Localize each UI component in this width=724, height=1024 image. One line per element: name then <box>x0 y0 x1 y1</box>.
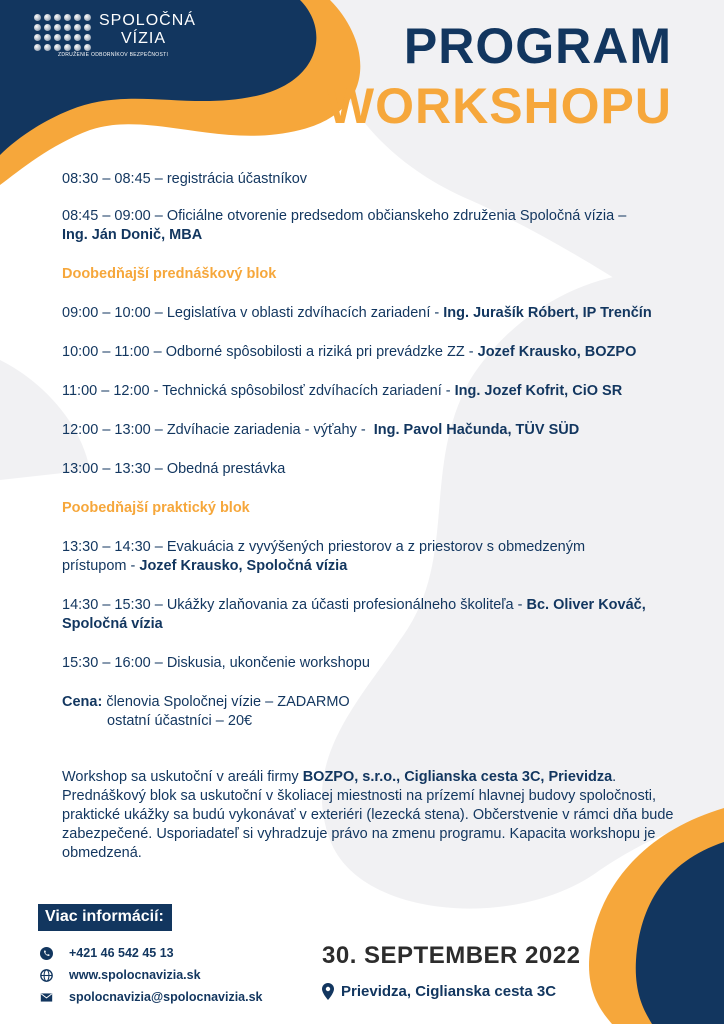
section-heading-afternoon: Poobedňajší praktický blok <box>62 500 250 516</box>
logo-line2: VÍZIA <box>121 30 167 47</box>
price-members: členovia Spoločnej vízie – ZADARMO <box>106 694 350 710</box>
contact-web[interactable] <box>40 964 263 986</box>
email-link: spolocnavizia@spolocnavizia.sk <box>69 990 263 1004</box>
contact-list <box>40 942 263 1008</box>
location-text: Prievidza, Ciglianska cesta 3C <box>341 983 557 1000</box>
program-item: 09:00 – 10:00 – Legislatíva v oblasti zdvíhacích zariadení - Ing. Jurašík Róbert, IP Trenčín <box>62 305 652 321</box>
program-item: 15:30 – 16:00 – Diskusia, ukončenie workshopu <box>62 655 370 671</box>
logo <box>34 12 196 51</box>
contact-phone[interactable] <box>40 942 263 964</box>
event-location <box>322 983 556 1000</box>
price-others: ostatní účastníci – 20€ <box>107 713 253 729</box>
program-item: 11:00 – 12:00 - Technická spôsobilosť zdvíhacích zariadení - Ing. Jozef Kofrit, CiO SR <box>62 383 623 399</box>
program-list <box>62 170 692 731</box>
title-workshopu: WORKSHOPU <box>326 78 672 134</box>
globe-icon <box>40 969 53 982</box>
logo-line1: SPOLOČNÁ <box>99 12 196 29</box>
program-item: 14:30 – 15:30 – Ukážky zlaňovania za účasti profesionálneho školiteľa - Bc. Oliver Kováč, Spoločná vízia <box>62 597 646 632</box>
contact-email[interactable] <box>40 986 263 1008</box>
logo-subtitle: ZDRUŽENIE ODBORNÍKOV BEZPEČNOSTI <box>58 52 169 58</box>
map-pin-icon <box>322 983 334 1000</box>
program-item: 12:00 – 13:00 – Zdvíhacie zariadenia - výťahy - Ing. Pavol Hačunda, TÜV SÜD <box>62 422 580 438</box>
title-program: PROGRAM <box>403 18 672 74</box>
info-paragraph: Workshop sa uskutoční v areáli firmy BOZPO, s.r.o., Ciglianska cesta 3C, Prievidza. Prednáškový blok sa uskutoční v školiacej miestnosti na prízemí hlavnej budovy spoločnosti, praktické ukážky sa budú vykonávať v exteriéri (lezecká stena). Občerstvenie v rámci dňa bude zabezpečené. Usporiadateľ si vyhradzuje právo na zmenu programu. Kapacita workshopu je obmedzená. <box>62 769 674 861</box>
website-link: www.spolocnavizia.sk <box>69 968 201 982</box>
more-info-heading: Viac informácií: <box>38 904 172 931</box>
price-block <box>62 693 692 731</box>
logo-dots-icon <box>34 14 91 51</box>
envelope-icon <box>40 991 53 1004</box>
program-item: 08:30 – 08:45 – registrácia účastníkov <box>62 171 308 187</box>
section-heading-morning: Doobedňajší prednáškový blok <box>62 266 277 282</box>
program-item: 08:45 – 09:00 – Oficiálne otvorenie predsedom občianskeho združenia Spoločná vízia – Ing. Ján Donič, MBA <box>62 208 627 243</box>
price-label: Cena: <box>62 694 103 710</box>
phone-icon <box>40 947 53 960</box>
event-date: 30. SEPTEMBER 2022 <box>322 942 581 969</box>
program-item: 10:00 – 11:00 – Odborné spôsobilosti a riziká pri prevádzke ZZ - Jozef Krausko, BOZPO <box>62 344 637 360</box>
phone-number: +421 46 542 45 13 <box>69 946 174 960</box>
program-item: 13:30 – 14:30 – Evakuácia z vyvýšených priestorov a z priestorov s obmedzeným prístupom - Jozef Krausko, Spoločná vízia <box>62 539 586 574</box>
program-item: 13:00 – 13:30 – Obedná prestávka <box>62 461 286 477</box>
